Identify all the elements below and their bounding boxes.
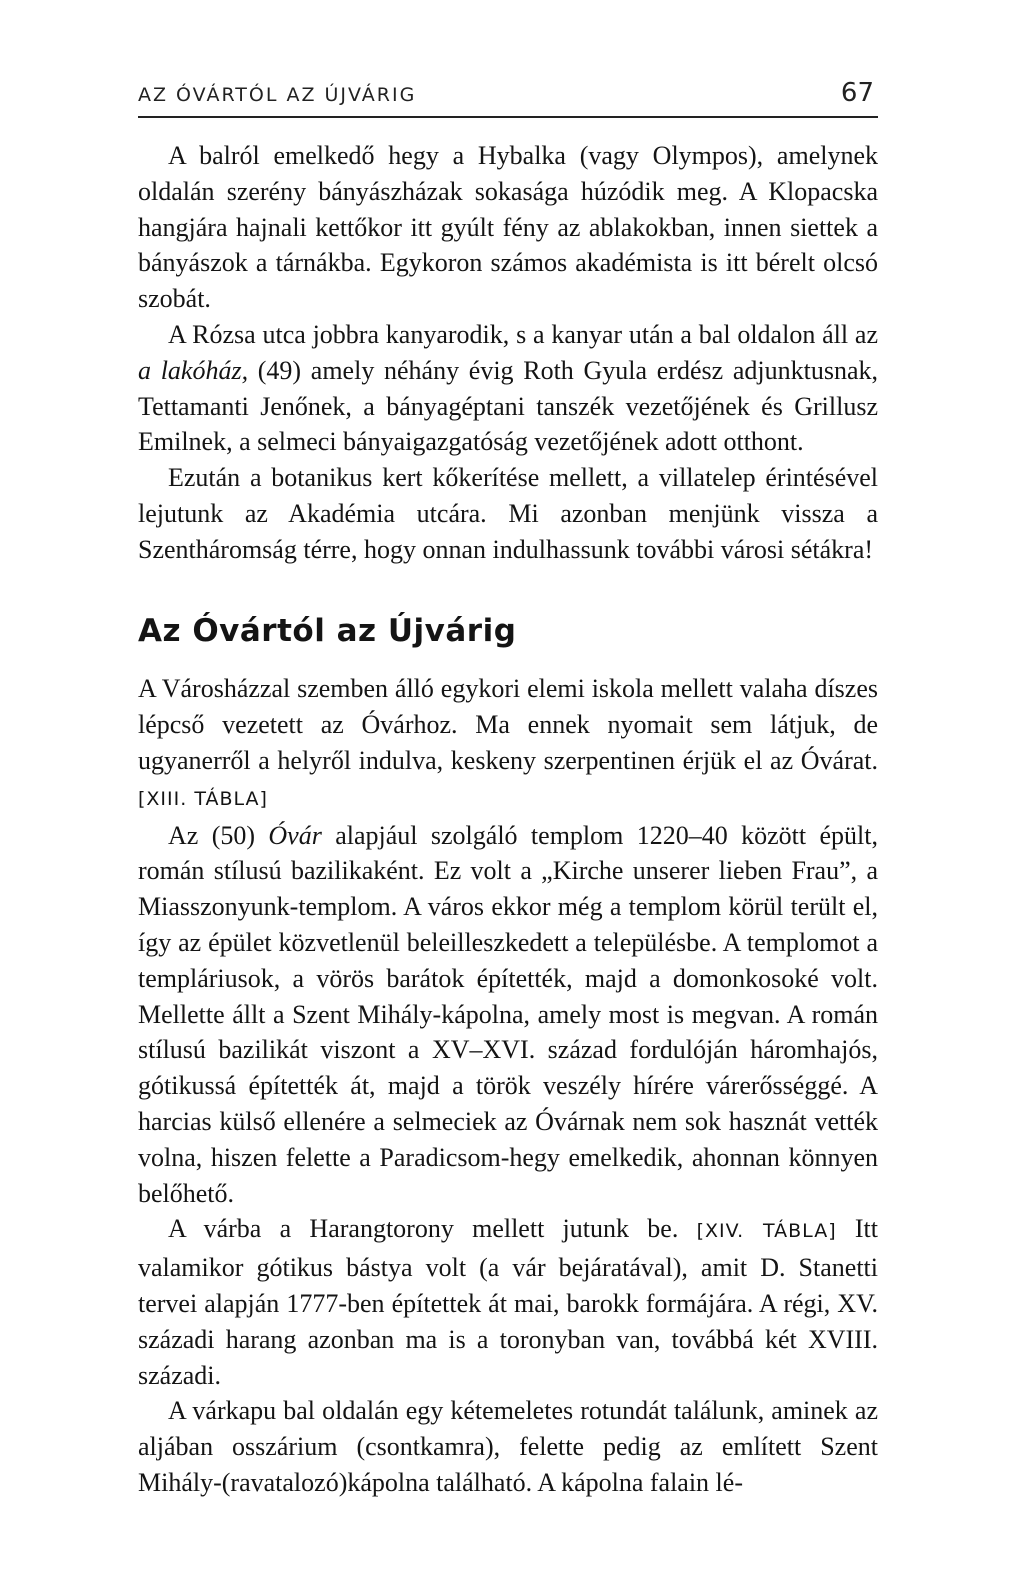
paragraph-text: A Rózsa utca jobbra kanyarodik, s a kanyar után a bal oldalon áll az (168, 319, 878, 349)
page-number: 67 (840, 78, 874, 108)
paragraph-text: A várba a Harangtorony mellett jutunk be. (168, 1214, 697, 1244)
book-page (138, 70, 878, 1501)
running-header (138, 70, 878, 118)
italic-term: a lakóház, (138, 355, 249, 385)
paragraph-text: A Városházzal szemben álló egykori elemi iskola mellett valaha díszes lépcső vezetett az Óvárhoz. Ma ennek nyomait sem látjuk, de ugyanerről a helyről indulva, keskeny szerpentinen érjük el az Óvárat. (138, 674, 878, 775)
paragraph-ovar (138, 818, 878, 1212)
section-heading: Az Óvártól az Újvárig (138, 612, 517, 649)
plate-reference: [XIV. TÁBLA] (696, 1220, 837, 1243)
paragraph-varoshaz (138, 671, 878, 817)
paragraph-text: A várkapu bal oldalán egy kétemeletes rotundát találunk, aminek az aljában osszárium (csontkamra), felette pedig az említett Szent Mihály-(ravatalozó)kápolna található. A kápolna falain lé- (138, 1396, 878, 1497)
paragraph-text: Ezután a botanikus kert kőkerítése mellett, a villatelep érintésével lejutunk az Akadémia utcára. Mi azonban menjünk vissza a Szentháromság térre, hogy onnan indulhassunk további városi sétákra! (138, 463, 878, 564)
running-title: AZ ÓVÁRTÓL AZ ÚJVÁRIG (138, 84, 417, 106)
paragraph-hybalka (138, 138, 878, 317)
paragraph-varkapu (138, 1393, 878, 1500)
paragraph-text: A balról emelkedő hegy a Hybalka (vagy Olympos), amelynek oldalán szerény bányászházak sokasága húzódik meg. A Klopacska hangjára hajnali kettőkor itt gyúlt fény az ablakokban, innen siettek a bányászok a tárnákba. Egykoron számos akadémista is itt bérelt olcsó szobát. (138, 141, 878, 314)
paragraph-harangtorony (138, 1211, 878, 1393)
paragraph-text: Az (50) (168, 820, 269, 850)
paragraph-rozsa-utca (138, 317, 878, 460)
body-text (138, 138, 878, 1501)
plate-reference: [XIII. TÁBLA] (138, 787, 268, 810)
paragraph-text: Itt valamikor gótikus bástya volt (a vár bejáratával), amit D. Stanetti tervei alapján 1777-ben építettek át mai, barokk formájára. A régi, XV. századi harang azonban ma is a toronyban van, továbbá két XVIII. századi. (138, 1214, 878, 1390)
paragraph-botanikus-kert (138, 460, 878, 567)
italic-term: Óvár (268, 820, 322, 850)
paragraph-text: alapjául szolgáló templom 1220–40 között épült, román stílusú bazilikaként. Ez volt a „Kirche unserer lieben Frau”, a Miasszonyunk-templom. A város ekkor még a templom körül terült el, így az épület közvetlenül beleilleszkedett a településbe. A templomot a templáriusok, a vörös barátok építették, majd a domonkosoké volt. Mellette állt a Szent Mihály-kápolna, amely most is megvan. A román stílusú bazilikát viszont a XV–XVI. század fordulóján háromhajós, gótikussá építették át, majd a török veszély hírére várerősséggé. A harcias külső ellenére a selmeciek az Óvárnak nem sok hasznát vették volna, hiszen felette a Paradicsom-hegy emelkedik, ahonnan könnyen belőhető. (138, 820, 878, 1208)
paragraph-text: (49) amely néhány évig Roth Gyula erdész adjunktusnak, Tettamanti Jenőnek, a bányagéptani tanszék vezetőjének és Grillusz Emilnek, a selmeci bányaigazgatóság vezetőjének adott otthont. (138, 355, 878, 457)
